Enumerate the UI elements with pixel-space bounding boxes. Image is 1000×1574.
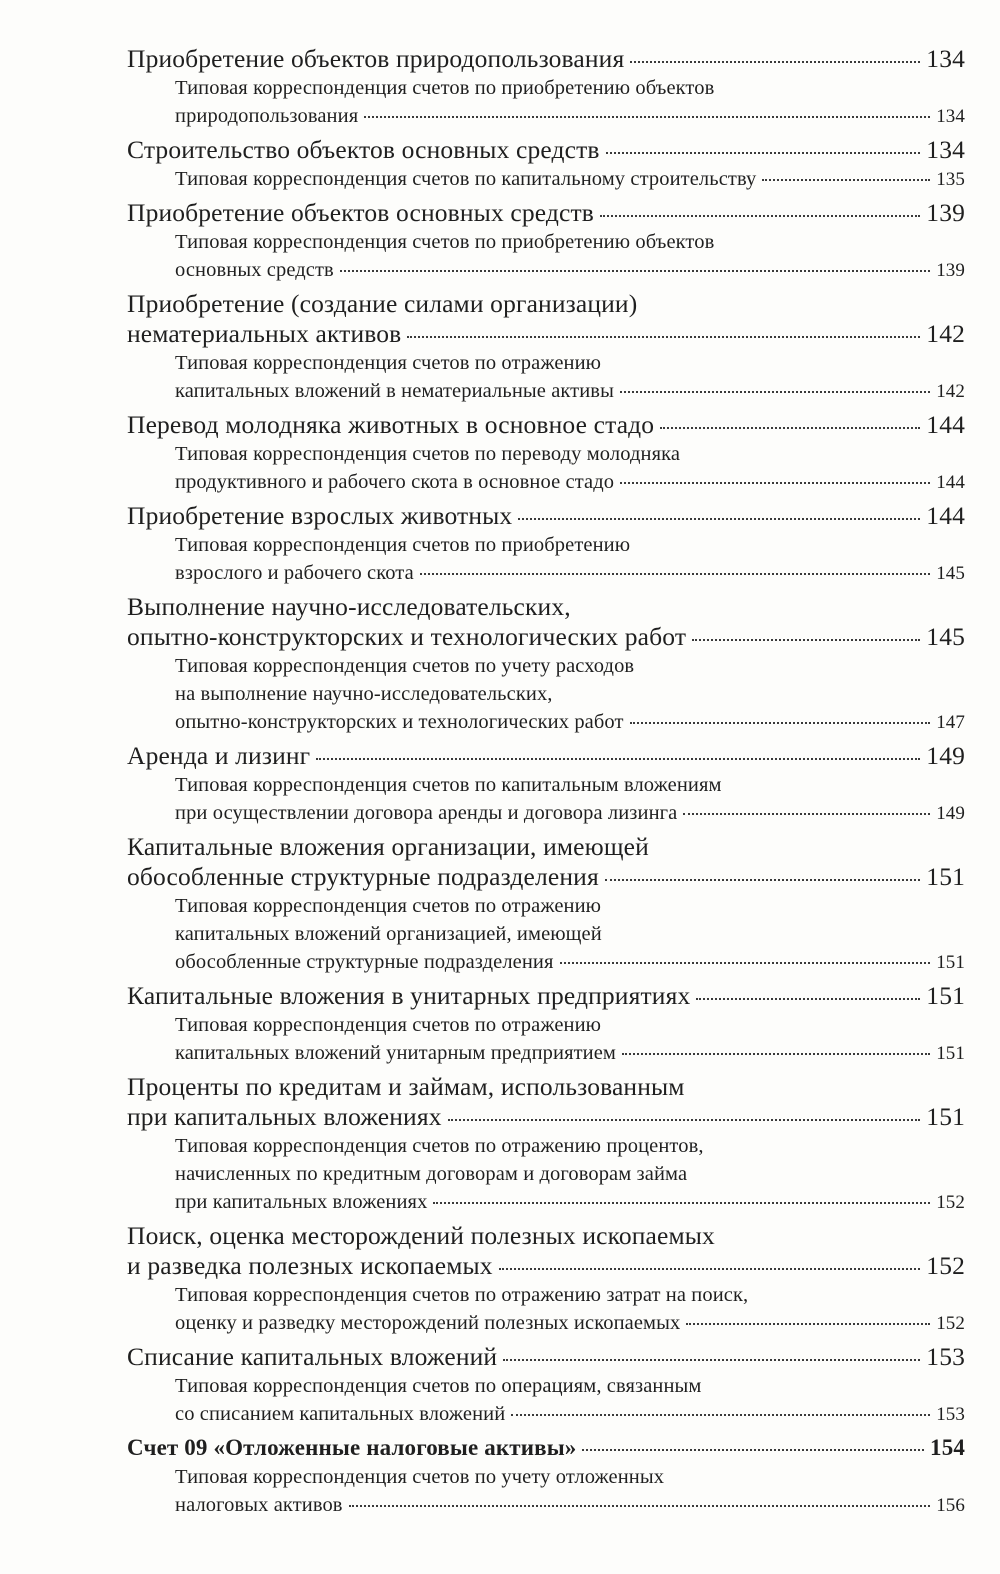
toc-subsection-entry — [127, 1011, 965, 1068]
toc-subsection-entry — [127, 892, 965, 977]
dot-leader — [692, 639, 920, 641]
toc-entry-last-line — [175, 559, 965, 588]
toc-section-entry — [127, 135, 965, 165]
toc-section-entry — [127, 410, 965, 440]
dot-leader — [600, 215, 920, 217]
toc-subsection-entry — [127, 1132, 965, 1217]
toc-entry-title-line: основных средств — [175, 259, 334, 281]
toc-entry-title-line: Аренда и лизинг — [127, 741, 311, 770]
toc-entry-title-line: Строительство объектов основных средств — [127, 135, 600, 164]
toc-subsection-entry — [127, 228, 965, 285]
toc-page-number: 144 — [926, 410, 965, 439]
toc-entry-title-line: Типовая корреспонденция счетов по отражению — [175, 352, 602, 374]
toc-entry-title-line: Типовая корреспонденция счетов по приобретению объектов — [175, 77, 715, 99]
toc-entry-last-line — [127, 741, 965, 771]
dot-leader — [560, 962, 931, 964]
toc-entry-last-line — [127, 501, 965, 531]
toc-entry-last-line — [127, 1251, 965, 1281]
toc-entry-title-line: Приобретение взрослых животных — [127, 501, 513, 530]
toc-section-entry — [127, 1342, 965, 1372]
toc-entry-title-line: Счет 09 «Отложенные налоговые активы» — [127, 1435, 577, 1460]
toc-section-entry — [127, 198, 965, 228]
toc-subsection-entry — [127, 440, 965, 497]
dot-leader — [762, 179, 930, 181]
toc-subsection-entry — [127, 1463, 965, 1520]
toc-entry-title-line: Капитальные вложения организации, имеющей — [127, 832, 649, 861]
toc-entry-title-line: капитальных вложений организацией, имеющей — [175, 923, 602, 945]
dot-leader — [433, 1202, 930, 1204]
toc-subsection-entry — [127, 1281, 965, 1338]
toc-entry-last-line — [175, 102, 965, 131]
toc-page-number: 142 — [936, 381, 965, 402]
toc-entry-last-line — [175, 948, 965, 977]
toc-entry-last-line — [127, 862, 965, 892]
toc-entry-title-line: Типовая корреспонденция счетов по капитальному строительству — [175, 168, 757, 190]
toc-entry-title-line: налоговых активов — [175, 1494, 343, 1516]
toc-section-entry — [127, 981, 965, 1011]
toc-entry-title-line: нематериальных активов — [127, 319, 402, 348]
toc-page-number: 142 — [926, 319, 965, 348]
toc-entry-title-line: Перевод молодняка животных в основное стадо — [127, 410, 655, 439]
dot-leader — [683, 813, 930, 815]
toc-entry-last-line — [127, 44, 965, 74]
toc-entry-title-line: Приобретение объектов основных средств — [127, 198, 594, 227]
toc-entry-title-line: со списанием капитальных вложений — [175, 1403, 506, 1425]
toc-entry-title-line: Типовая корреспонденция счетов по отражению затрат на поиск, — [175, 1284, 749, 1306]
toc-entry-title-line: взрослого и рабочего скота — [175, 562, 414, 584]
toc-entry-last-line — [175, 468, 965, 497]
toc-entry-title-line: на выполнение научно-исследовательских, — [175, 683, 553, 705]
toc-entry-title-line: и разведка полезных ископаемых — [127, 1251, 493, 1280]
toc-page-number: 153 — [936, 1404, 965, 1425]
toc-page-number: 134 — [926, 135, 965, 164]
toc-entry-last-line — [127, 319, 965, 349]
dot-leader — [630, 722, 931, 724]
toc-entry-title-line: Проценты по кредитам и займам, использованным — [127, 1072, 685, 1101]
toc-section-entry — [127, 741, 965, 771]
toc-entry-title-line: Типовая корреспонденция счетов по переводу молодняка — [175, 443, 681, 465]
dot-leader — [605, 879, 920, 881]
toc-subsection-entry — [127, 531, 965, 588]
toc-subsection-entry — [127, 74, 965, 131]
toc-subsection-entry — [127, 1372, 965, 1429]
toc-page-number: 134 — [926, 44, 965, 73]
toc-section-entry — [127, 44, 965, 74]
dot-leader — [686, 1323, 930, 1325]
toc-entry-title-line: капитальных вложений унитарным предприятием — [175, 1042, 617, 1064]
toc-page-number: 149 — [926, 741, 965, 770]
toc-page-number: 139 — [936, 260, 965, 281]
toc-page-number: 152 — [926, 1251, 965, 1280]
dot-leader — [518, 518, 920, 520]
toc-entry-title-line: Списание капитальных вложений — [127, 1342, 498, 1371]
dot-leader — [448, 1119, 921, 1121]
toc-entry-title-line: Поиск, оценка месторождений полезных ископаемых — [127, 1221, 715, 1250]
toc-entry-last-line — [175, 1309, 965, 1338]
toc-entry-title-line: Типовая корреспонденция счетов по учету расходов — [175, 655, 635, 677]
toc-entry-title-line: Приобретение объектов природопользования — [127, 44, 625, 73]
dot-leader — [582, 1449, 924, 1451]
toc-section-entry — [127, 289, 965, 349]
dot-leader — [622, 1053, 930, 1055]
toc-entry-title-line: опытно-конструкторских и технологических работ — [127, 622, 687, 651]
toc-entry-last-line — [127, 1433, 965, 1463]
dot-leader — [620, 482, 930, 484]
toc-page-number: 144 — [926, 501, 965, 530]
toc-page-number: 144 — [936, 472, 965, 493]
dot-leader — [340, 270, 930, 272]
dot-leader — [606, 152, 921, 154]
toc-page-number: 145 — [926, 622, 965, 651]
dot-leader — [630, 61, 920, 63]
toc-entry-title-line: начисленных по кредитным договорам и договорам займа — [175, 1163, 688, 1185]
toc-entry-last-line — [127, 622, 965, 652]
toc-section-entry — [127, 1072, 965, 1132]
toc-page-number: 154 — [930, 1435, 965, 1460]
toc-entry-title-line: продуктивного и рабочего скота в основное стадо — [175, 471, 615, 493]
toc-entry-title-line: Типовая корреспонденция счетов по учету отложенных — [175, 1466, 665, 1488]
toc-entry-title-line: при капитальных вложениях — [127, 1102, 442, 1131]
toc-entry-last-line — [175, 1039, 965, 1068]
toc-entry-title-line: при капитальных вложениях — [175, 1191, 428, 1213]
dot-leader — [620, 391, 930, 393]
dot-leader — [420, 573, 930, 575]
toc-page-number: 152 — [936, 1313, 965, 1334]
toc-entry-title-line: опытно-конструкторских и технологических работ — [175, 711, 624, 733]
toc-entry-last-line — [175, 165, 965, 194]
toc-entry-title-line: Типовая корреспонденция счетов по капитальным вложениям — [175, 774, 722, 796]
toc-page-number: 134 — [936, 106, 965, 127]
toc-entry-title-line: при осуществлении договора аренды и договора лизинга — [175, 802, 678, 824]
toc-page-number: 151 — [926, 862, 965, 891]
toc-entry-last-line — [175, 708, 965, 737]
dot-leader — [349, 1505, 931, 1507]
dot-leader — [511, 1414, 930, 1416]
toc-entry-last-line — [175, 377, 965, 406]
toc-entry-last-line — [127, 1342, 965, 1372]
dot-leader — [364, 116, 930, 118]
toc-entry-last-line — [127, 135, 965, 165]
toc-entry-last-line — [127, 198, 965, 228]
toc-subsection-entry — [127, 349, 965, 406]
table-of-contents — [127, 40, 965, 1520]
toc-entry-title-line: Типовая корреспонденция счетов по операциям, связанным — [175, 1375, 702, 1397]
toc-entry-title-line: Типовая корреспонденция счетов по отражению — [175, 895, 602, 917]
toc-page-number: 149 — [936, 803, 965, 824]
toc-page-number: 151 — [926, 981, 965, 1010]
toc-page-number: 139 — [926, 198, 965, 227]
dot-leader — [499, 1268, 921, 1270]
toc-page-number: 135 — [936, 169, 965, 190]
toc-entry-title-line: капитальных вложений в нематериальные активы — [175, 380, 614, 402]
toc-entry-title-line: Выполнение научно-исследовательских, — [127, 592, 571, 621]
toc-subsection-entry — [127, 771, 965, 828]
toc-subsection-entry — [127, 165, 965, 194]
toc-page-number: 145 — [936, 563, 965, 584]
toc-page-number: 156 — [936, 1495, 965, 1516]
toc-section-entry — [127, 501, 965, 531]
toc-section-entry — [127, 1221, 965, 1281]
toc-entry-last-line — [175, 1400, 965, 1429]
toc-section-entry — [127, 1433, 965, 1463]
toc-entry-title-line: Типовая корреспонденция счетов по отражению процентов, — [175, 1135, 704, 1157]
toc-entry-last-line — [127, 1102, 965, 1132]
toc-entry-title-line: природопользования — [175, 105, 359, 127]
toc-section-entry — [127, 832, 965, 892]
dot-leader — [407, 336, 920, 338]
dot-leader — [503, 1359, 920, 1361]
toc-page-number: 151 — [926, 1102, 965, 1131]
toc-page-number: 152 — [936, 1192, 965, 1213]
dot-leader — [696, 998, 920, 1000]
toc-page-number: 153 — [926, 1342, 965, 1371]
toc-page-number: 151 — [936, 1043, 965, 1064]
toc-entry-title-line: Типовая корреспонденция счетов по отражению — [175, 1014, 602, 1036]
toc-entry-title-line: оценку и разведку месторождений полезных ископаемых — [175, 1312, 681, 1334]
toc-entry-last-line — [175, 1188, 965, 1217]
dot-leader — [660, 427, 920, 429]
toc-entry-last-line — [175, 799, 965, 828]
toc-entry-title-line: Капитальные вложения в унитарных предприятиях — [127, 981, 691, 1010]
toc-entry-last-line — [175, 256, 965, 285]
toc-entry-title-line: Приобретение (создание силами организации) — [127, 289, 638, 318]
toc-entry-last-line — [127, 410, 965, 440]
toc-section-entry — [127, 592, 965, 652]
toc-entry-last-line — [175, 1491, 965, 1520]
toc-page-number: 151 — [936, 952, 965, 973]
toc-entry-title-line: обособленные структурные подразделения — [175, 951, 554, 973]
toc-subsection-entry — [127, 652, 965, 737]
toc-entry-last-line — [127, 981, 965, 1011]
toc-entry-title-line: обособленные структурные подразделения — [127, 862, 599, 891]
dot-leader — [316, 758, 920, 760]
toc-entry-title-line: Типовая корреспонденция счетов по приобретению объектов — [175, 231, 715, 253]
toc-entry-title-line: Типовая корреспонденция счетов по приобретению — [175, 534, 631, 556]
toc-page-number: 147 — [936, 712, 965, 733]
